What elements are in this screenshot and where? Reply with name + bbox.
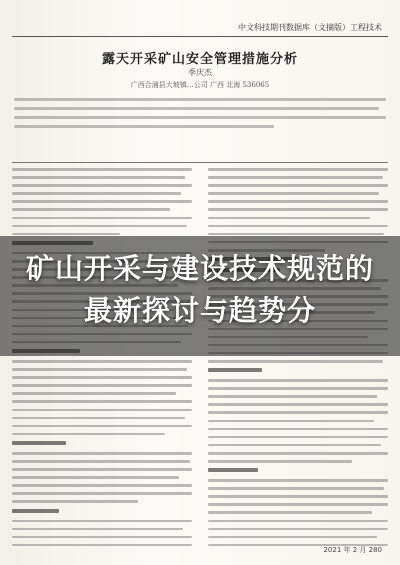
abstract-text-block bbox=[14, 98, 386, 138]
header-rule bbox=[12, 36, 388, 37]
page-footer: 2021 年 2 月 280 bbox=[323, 546, 382, 554]
banner-title: 矿山开采与建设技术规范的最新探讨与趋势分 bbox=[25, 252, 374, 327]
article-affiliation: 广西合浦县大坡镇…公司 广西 北海 536065 bbox=[130, 81, 270, 89]
journal-header: 中文科技期刊数据库（文摘版）工程技术 bbox=[238, 23, 382, 32]
section-divider bbox=[12, 162, 388, 163]
left-text-column bbox=[12, 168, 192, 548]
right-text-column bbox=[208, 168, 388, 548]
article-author: 季庆杰 bbox=[188, 68, 212, 77]
article-title: 露天开采矿山安全管理措施分析 bbox=[101, 52, 298, 67]
